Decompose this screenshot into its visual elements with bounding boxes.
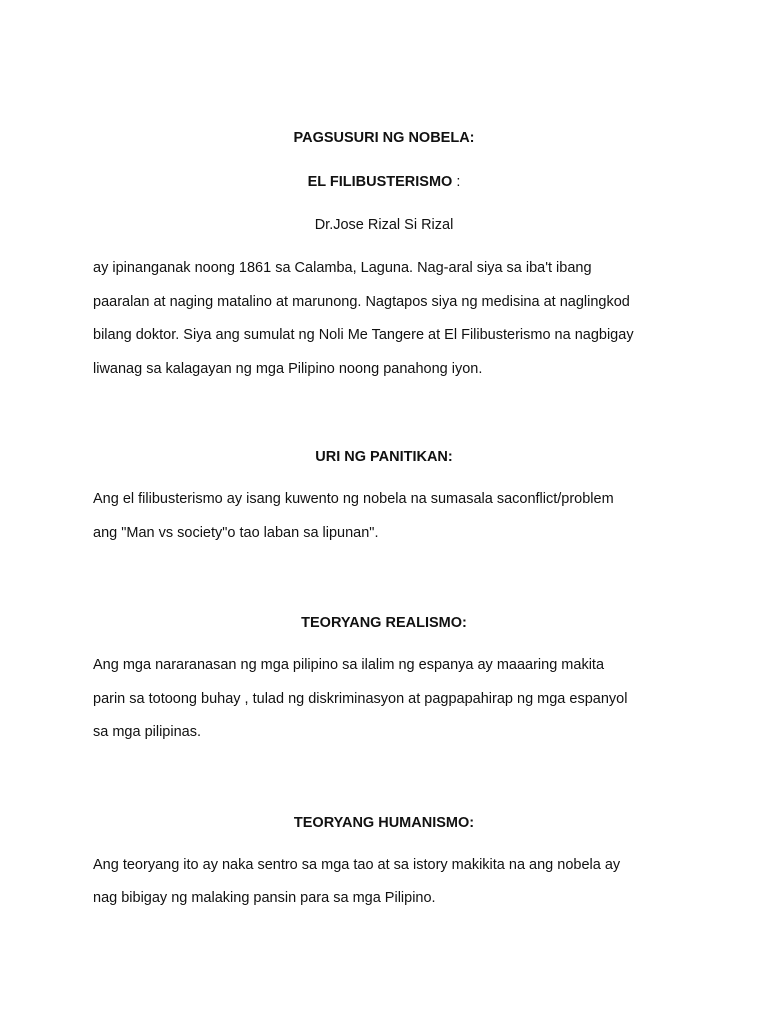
paragraph-line: nag bibigay ng malaking pansin para sa mga Pilipino.: [93, 890, 436, 906]
intro-paragraph: [93, 252, 675, 386]
paragraph-line: ang "Man vs society"o tao laban sa lipunan".: [93, 524, 379, 541]
section-heading-uri-ng-panitikan: URI NG PANITIKAN:: [315, 449, 453, 465]
paragraph-line: sa mga pilipinas.: [93, 724, 201, 740]
section-paragraph-teoryang-realismo: [93, 649, 675, 750]
paragraph-line: paaralan at naging matalino at marunong. Nagtapos siya ng medisina at naglingkod: [93, 293, 630, 310]
paragraph-line: Ang mga nararanasan ng mga pilipino sa ilalim ng espanya ay maaaring makita: [93, 657, 605, 673]
paragraph-line: liwanag sa kalagayan ng mga Pilipino noong panahong iyon.: [93, 360, 483, 377]
novel-title: [93, 173, 675, 191]
section-paragraph-uri-ng-panitikan: [93, 483, 675, 550]
paragraph-line: Ang teoryang ito ay naka sentro sa mga tao at sa istory makikita na ang nobela ay: [93, 856, 621, 873]
novel-title-suffix: :: [452, 174, 461, 190]
author-line: Dr.Jose Rizal Si Rizal: [314, 217, 454, 233]
document-title: PAGSUSURI NG NOBELA:: [293, 130, 475, 146]
paragraph-line: ay ipinanganak noong 1861 sa Calamba, Laguna. Nag-aral siya sa iba't ibang: [93, 260, 592, 276]
novel-name: EL FILIBUSTERISMO: [307, 174, 453, 190]
paragraph-line: bilang doktor. Siya ang sumulat ng Noli Me Tangere at El Filibusterismo na nagbigay: [93, 327, 634, 343]
paragraph-line: parin sa totoong buhay , tulad ng diskriminasyon at pagpapahirap ng mga espanyol: [93, 690, 628, 707]
section-heading-teoryang-humanismo: TEORYANG HUMANISMO:: [293, 814, 475, 831]
section-heading-teoryang-realismo: TEORYANG REALISMO:: [301, 615, 467, 631]
paragraph-line: Ang el filibusterismo ay isang kuwento ng nobela na sumasala saconflict/problem: [93, 491, 614, 507]
section-paragraph-teoryang-humanismo: [93, 849, 675, 916]
